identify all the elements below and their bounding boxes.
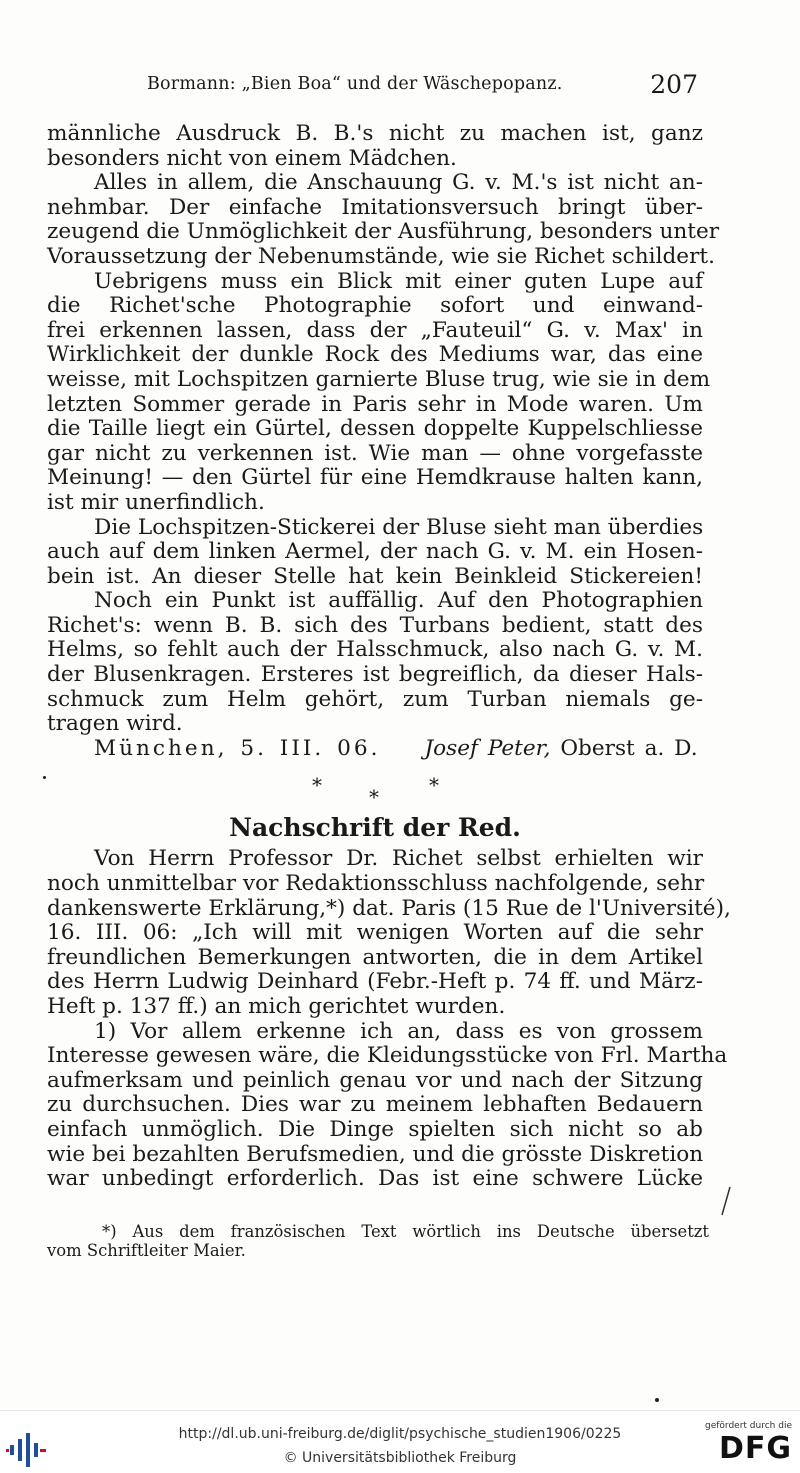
sponsor-caption: gefördert durch die [705, 1421, 792, 1431]
text-line: zeugend die Unmöglichkeit der Ausführung, besonders unter [47, 219, 720, 245]
pencil-mark [700, 1185, 740, 1219]
text-line: 1) Vor allem erkenne ich an, dass es von grossem [94, 1018, 703, 1044]
sponsor-logo-text: DFG [718, 1431, 792, 1466]
signature-author: Josef Peter, [424, 735, 551, 761]
text-line: freundlichen Bemerkungen antworten, die in dem Artikel [47, 944, 703, 970]
text-line: Die Lochspitzen-Stickerei der Bluse sieht man überdies [94, 514, 704, 540]
text-line: Interesse gewesen wäre, die Kleidungsstücke von Frl. Martha [47, 1043, 728, 1069]
text-line: Richet's: wenn B. B. sich des Turbans bedient, statt des [47, 612, 703, 638]
text-line: letzten Sommer gerade in Paris sehr in Mode waren. Um [47, 391, 703, 417]
text-line: gar nicht zu verkennen ist. Wie man — ohne vorgefasste [47, 440, 703, 466]
paragraph [47, 170, 720, 269]
copyright-notice: © Universitätsbibliothek Freiburg [283, 1450, 517, 1466]
text-line: aufmerksam und peinlich genau vor und nach der Sitzung [47, 1067, 703, 1093]
paragraph [47, 122, 703, 171]
text-line: 16. III. 06: „Ich will mit wenigen Worten auf die sehr [47, 920, 703, 946]
text-line: die Richet'sche Photographie sofort und einwand- [47, 293, 703, 319]
text-line: besonders nicht von einem Mädchen. [47, 145, 457, 171]
text-line: Uebrigens muss ein Blick mit einer guten Lupe auf [94, 268, 703, 294]
text-line: wie bei bezahlten Berufsmedien, und die grösste Diskretion [47, 1141, 704, 1167]
text-line: auch auf dem linken Aermel, der nach G. v. M. ein Hosen- [47, 539, 703, 565]
page-number: 207 [650, 70, 698, 99]
paragraph [47, 268, 711, 516]
text-line: noch unmittelbar vor Redaktionsschluss nachfolgende, sehr [47, 871, 705, 897]
text-line: tragen wird. [47, 711, 183, 737]
text-line: nehmbar. Der einfache Imitationsversuch bringt über- [47, 194, 703, 220]
article-body [47, 121, 731, 1192]
paragraph [47, 1018, 728, 1192]
text-line: Alles in allem, die Anschauung G. v. M.'s ist nicht an- [94, 170, 703, 196]
dfg-logo-icon [706, 1421, 792, 1469]
signature-place-date: München, 5. III. 06. [94, 735, 381, 761]
footnote-line: vom Schriftleiter Maier. [47, 1241, 246, 1260]
text-line: frei erkennen lassen, dass der „Fauteuil“ G. v. Max' in [47, 317, 703, 343]
footnote-line: *) Aus dem französischen Text wörtlich ins Deutsche übersetzt [102, 1222, 709, 1241]
paragraph [47, 589, 703, 737]
text-line: ist mir unerfindlich. [47, 489, 265, 515]
separator-asterisk: * [312, 773, 322, 798]
text-line: Helms, so fehlt auch der Halsschmuck, also nach G. v. M. [47, 637, 703, 663]
text-line: war unbedingt erforderlich. Das ist eine schwere Lücke [47, 1166, 703, 1192]
text-line: Meinung! — den Gürtel für eine Hemdkrause halten kann, [47, 465, 703, 491]
paragraph [47, 846, 731, 1019]
separator-asterisk: * [429, 773, 439, 798]
text-line: schmuck zum Helm gehört, zum Turban niemals ge- [47, 686, 703, 712]
text-line: die Taille liegt ein Gürtel, dessen doppelte Kuppelschliesse [47, 416, 703, 442]
page-header [95, 70, 700, 106]
text-line: Von Herrn Professor Dr. Richet selbst erhielten wir [94, 846, 703, 872]
separator-asterisk: * [369, 785, 379, 810]
signature-line [47, 737, 703, 762]
text-line: bein ist. An dieser Stelle hat kein Beinkleid Stickereien! [47, 563, 703, 589]
section-separator [47, 761, 703, 810]
text-line: Noch ein Punkt ist auffällig. Auf den Photographien [94, 588, 703, 614]
scan-speck [43, 776, 46, 779]
text-line: weisse, mit Lochspitzen garnierte Bluse trug, wie sie in dem [47, 366, 711, 392]
paragraph [47, 516, 703, 590]
text-line: Heft p. 137 ff.) an mich gerichtet wurden. [47, 994, 506, 1019]
viewer-footer [0, 1410, 800, 1473]
text-line: einfach unmöglich. Die Dinge spielten sich nicht so ab [47, 1116, 703, 1142]
signature-rank: Oberst a. D. [560, 735, 698, 761]
text-line: der Blusenkragen. Ersteres ist begreiflich, da dieser Hals- [47, 662, 703, 688]
footnote [47, 1222, 709, 1260]
text-line: männliche Ausdruck B. B.'s nicht zu machen ist, ganz [47, 121, 703, 146]
text-line: dankenswerte Erklärung,*) dat. Paris (15 Rue de l'Université), [47, 895, 731, 921]
document-url[interactable]: http://dl.ub.uni-freiburg.de/diglit/psychische_studien1906/0225 [178, 1426, 622, 1442]
text-line: Wirklichkeit der dunkle Rock des Mediums war, das eine [47, 342, 703, 368]
text-line: des Herrn Ludwig Deinhard (Febr.-Heft p. 74 ff. und März- [47, 969, 703, 995]
section-title: Nachschrift der Red. [229, 813, 521, 843]
text-line: zu durchsuchen. Dies war zu meinem lebhaften Bedauern [47, 1092, 703, 1118]
running-head: Bormann: „Bien Boa“ und der Wäschepopanz. [147, 74, 563, 94]
scan-speck [655, 1398, 659, 1402]
text-line: Voraussetzung der Nebenumstände, wie sie Richet schildert. [47, 243, 715, 269]
